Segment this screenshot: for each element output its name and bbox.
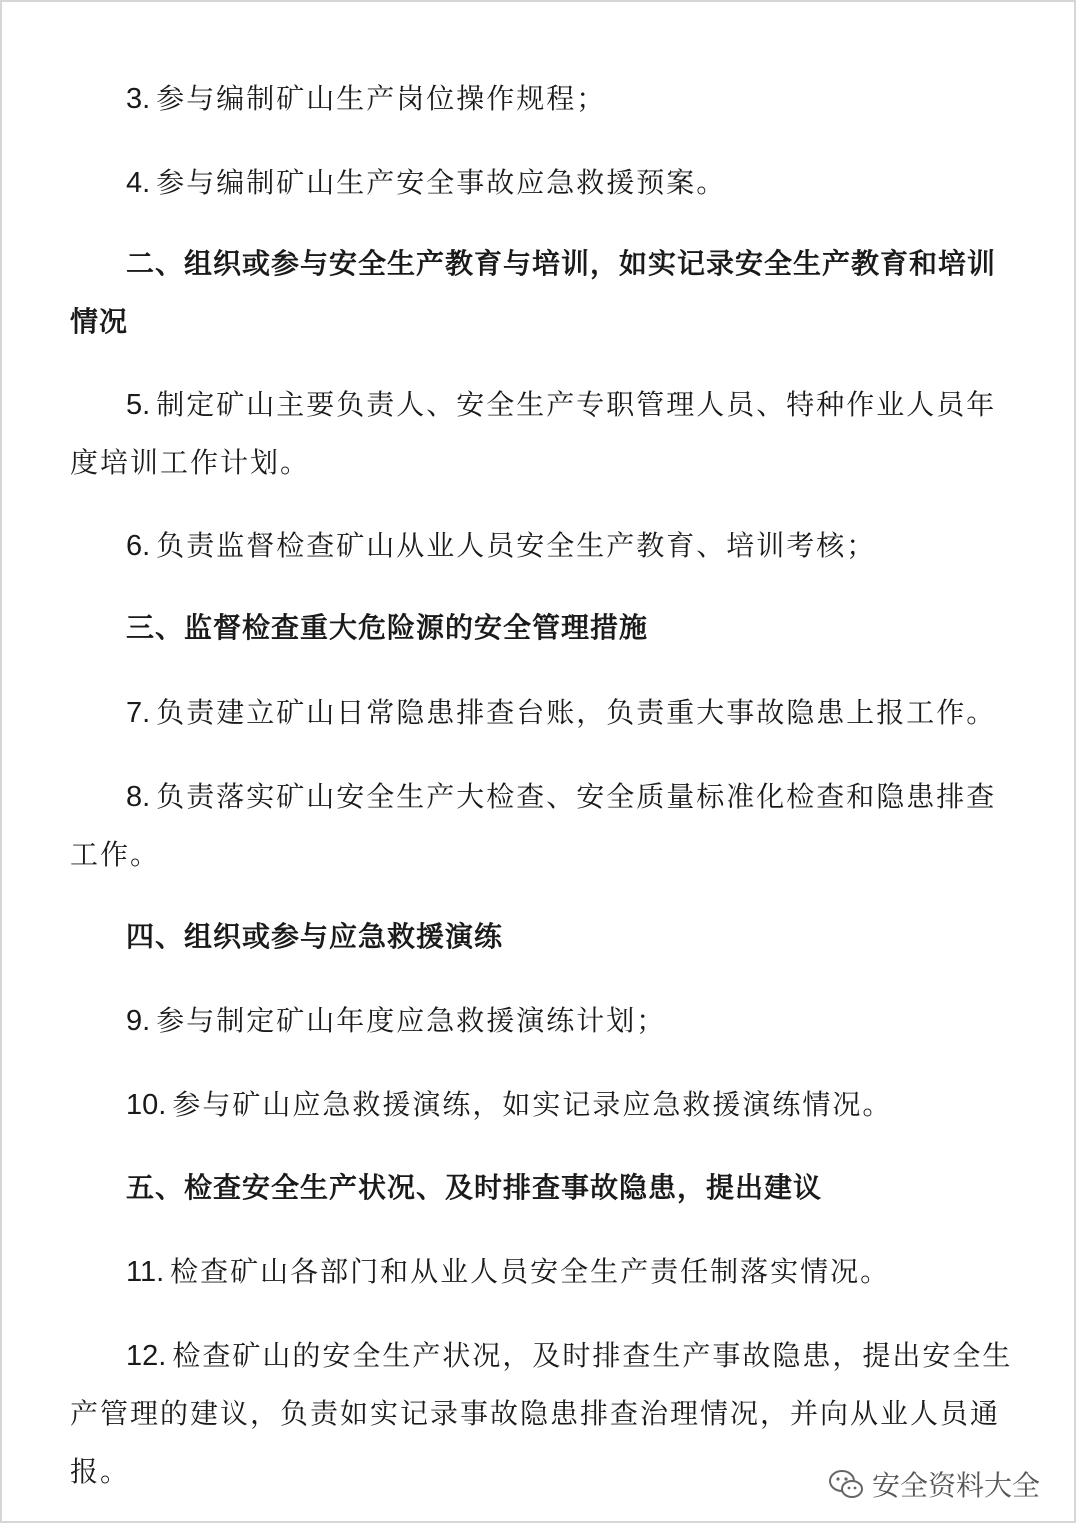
- section-heading: 四、组织或参与应急救援演练: [126, 920, 504, 953]
- list-item: 5. 制定矿山主要负责人、安全生产专职管理人员、特种作业人员年度培训工作计划。: [70, 388, 997, 479]
- wechat-icon: [828, 1468, 864, 1500]
- section-heading: 三、监督检查重大危险源的安全管理措施: [126, 611, 649, 644]
- list-item: 12. 检查矿山的安全生产状况，及时排查生产事故隐患，提出安全生产管理的建议，负责如实记录事故隐患排查治理情况，并向从业人员通报。: [70, 1339, 1013, 1488]
- list-item: 6. 负责监督检查矿山从业人员安全生产教育、培训考核；: [126, 529, 877, 562]
- list-item: 11. 检查矿山各部门和从业人员安全生产责任制落实情况。: [126, 1255, 891, 1288]
- section-heading: 二、组织或参与安全生产教育与培训，如实记录安全生产教育和培训情况: [70, 247, 997, 338]
- list-item: 10. 参与矿山应急救援演练，如实记录应急救援演练情况。: [126, 1088, 893, 1121]
- list-item: 8. 负责落实矿山安全生产大检查、安全质量标准化检查和隐患排查工作。: [70, 780, 997, 871]
- watermark: [828, 1464, 1040, 1504]
- section-heading: 五、检查安全生产状况、及时排查事故隐患，提出建议: [126, 1171, 823, 1204]
- list-item: 7. 负责建立矿山日常隐患排查台账，负责重大事故隐患上报工作。: [126, 696, 997, 729]
- list-item: 4. 参与编制矿山生产安全事故应急救援预案。: [126, 166, 727, 199]
- list-item: 9. 参与制定矿山年度应急救援演练计划；: [126, 1004, 667, 1037]
- list-item: 3. 参与编制矿山生产岗位操作规程；: [126, 82, 607, 115]
- watermark-text: 安全资料大全: [871, 1469, 1040, 1502]
